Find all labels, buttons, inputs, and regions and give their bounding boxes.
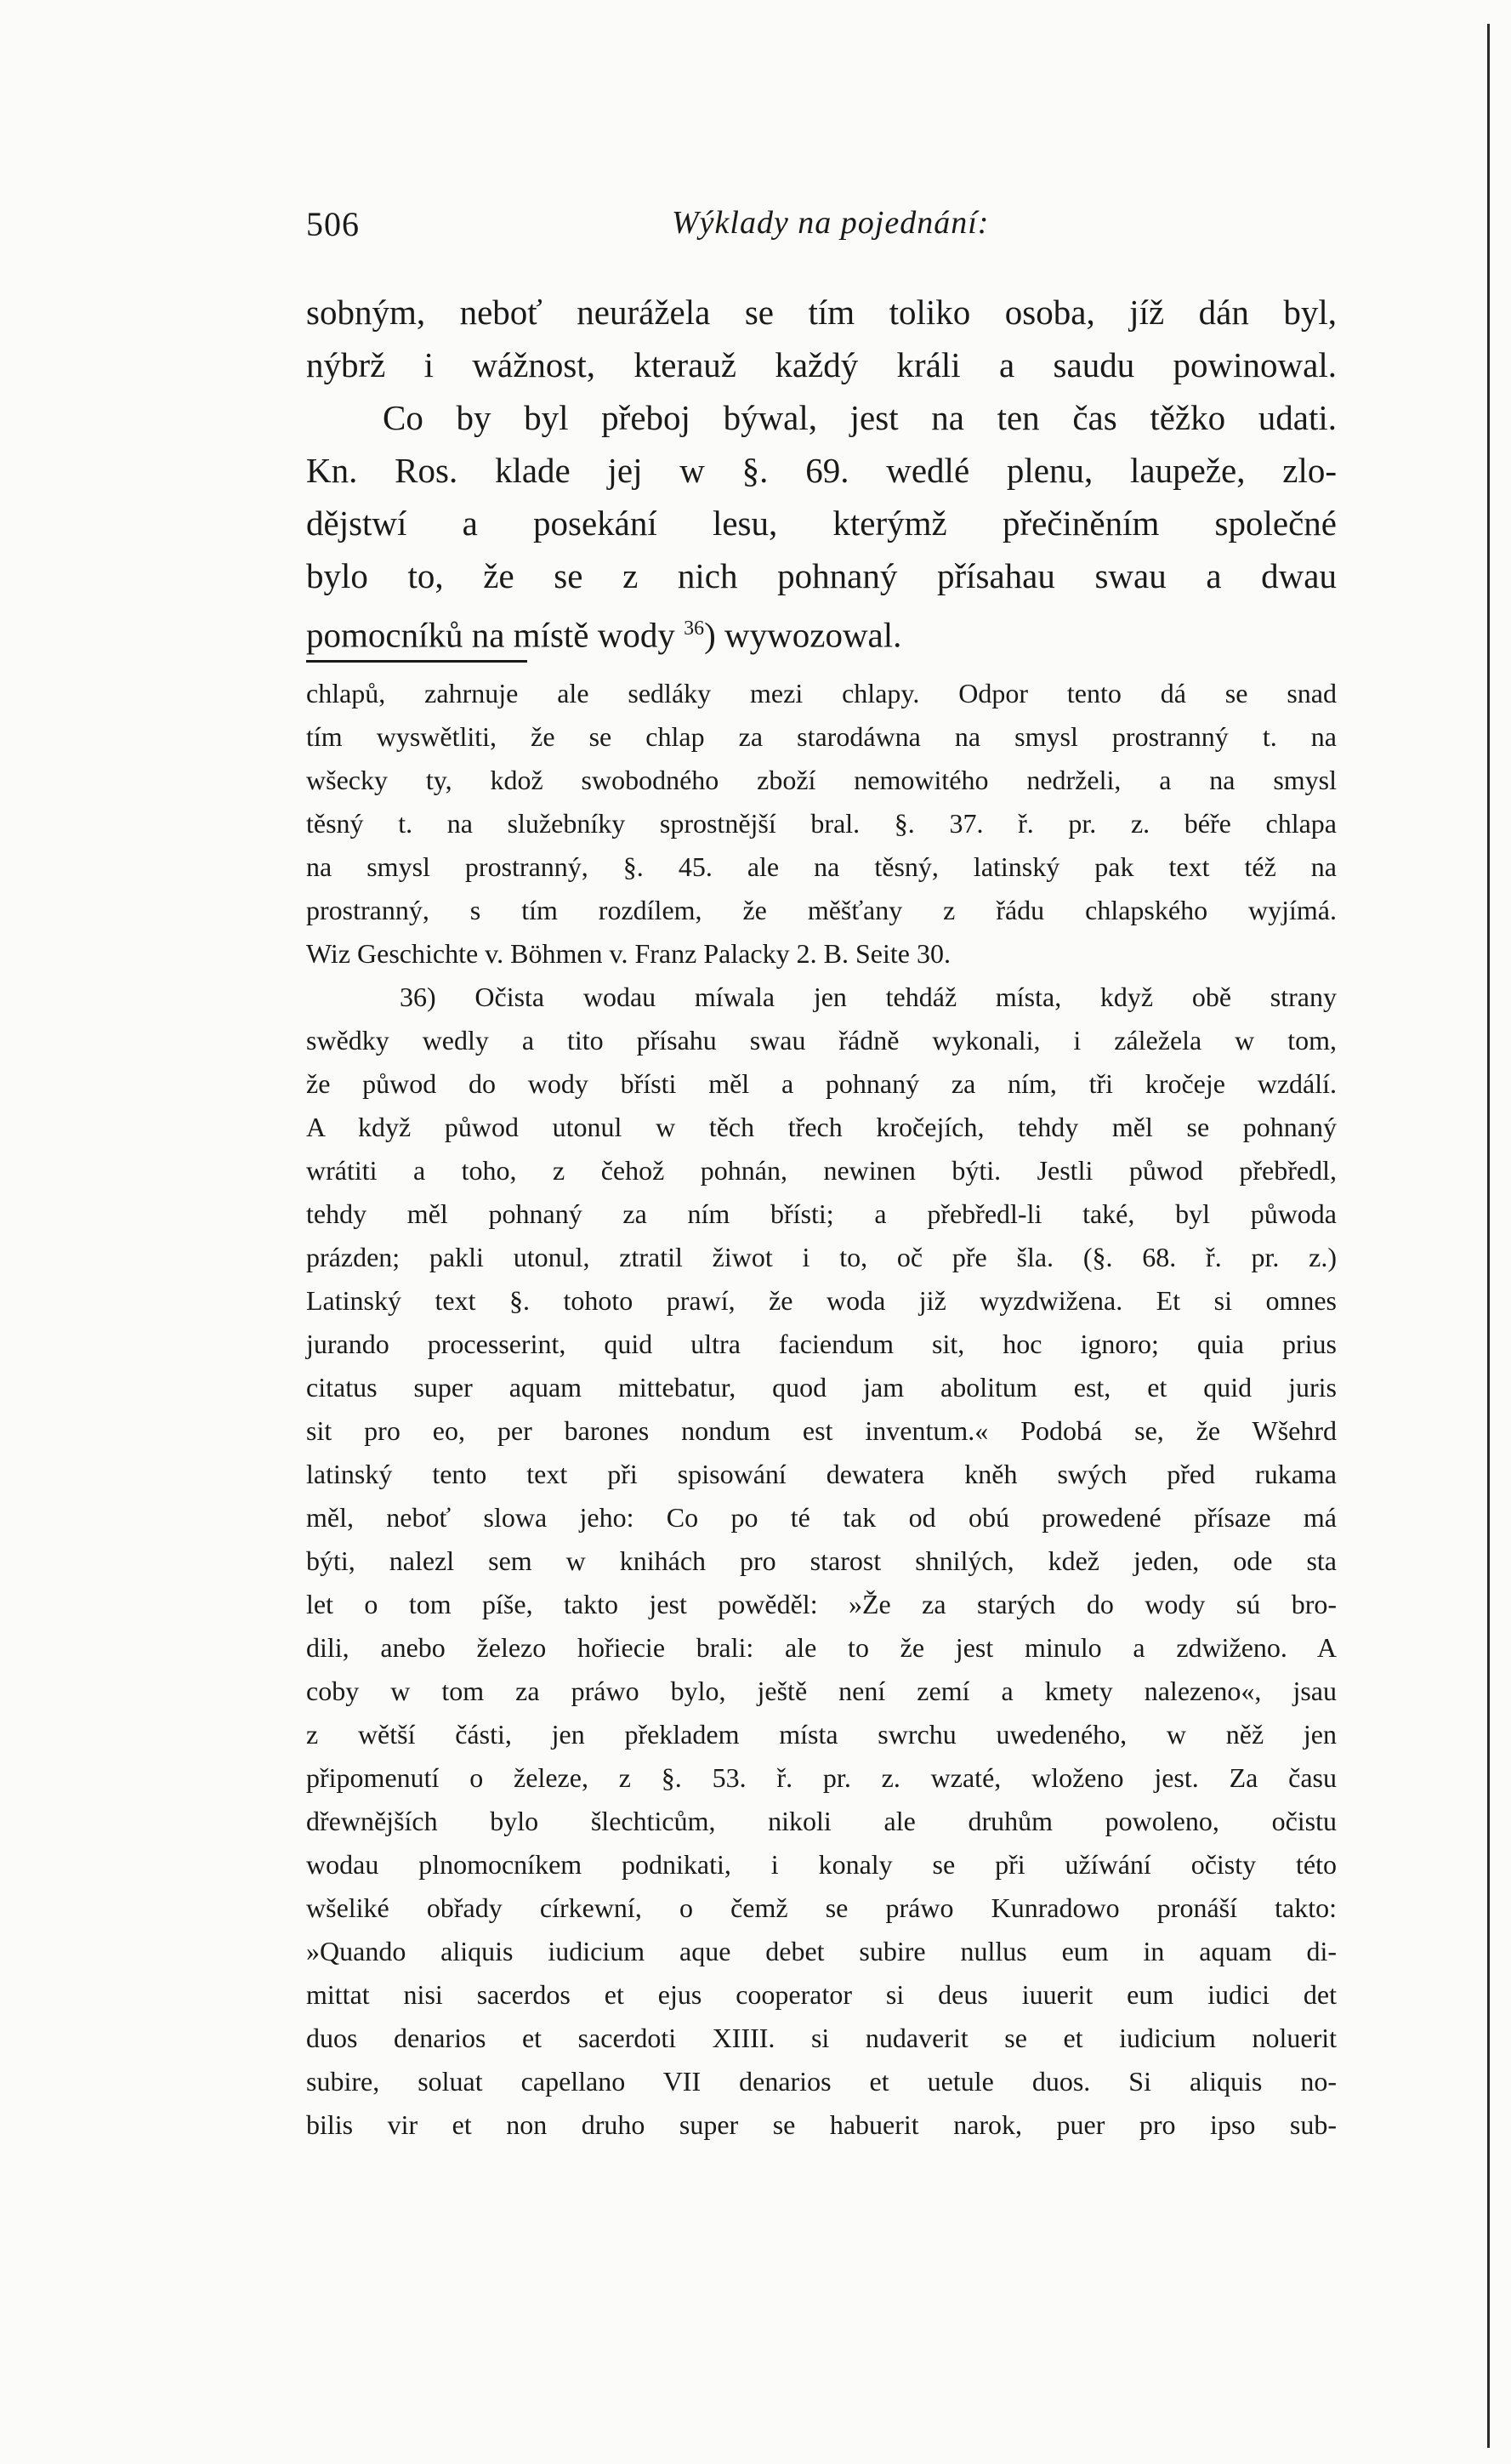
main-text-line-end: ) wywozowal. bbox=[704, 615, 902, 655]
main-text-line: nýbrž i wážnost, kterauž každý králi a saudu powinowal. bbox=[306, 345, 1337, 384]
footnote-line: připomenutí o železe, z §. 53. ř. pr. z. wzaté, wloženo jest. Za času bbox=[306, 1762, 1337, 1793]
footnote-line: tím wyswětliti, že se chlap za starodáwna na smysl prostranný t. na bbox=[306, 721, 1337, 752]
footnote-line: latinský tento text při spisowání dewatera kněh swých před rukama bbox=[306, 1459, 1337, 1489]
footnote-line: wšeliké obřady církewní, o čemž se práwo Kunradowo pronáší takto: bbox=[306, 1892, 1337, 1923]
main-text-line: Co by byl přeboj býwal, jest na ten čas těžko udati. bbox=[383, 398, 1337, 437]
footnote-line: »Quando aliquis iudicium aque debet subire nullus eum in aquam di- bbox=[306, 1936, 1337, 1966]
footnote-line: citatus super aquam mittebatur, quod jam abolitum est, et quid juris bbox=[306, 1372, 1337, 1403]
main-text-last-line bbox=[306, 602, 1337, 655]
page-edge-rule bbox=[1487, 24, 1490, 2448]
footnote-line: 36) Očista wodau míwala jen tehdáž místa, když obě strany bbox=[400, 982, 1337, 1012]
main-text-line: dějstwí a posekání lesu, kterýmž přečiněním společné bbox=[306, 504, 1337, 543]
footnote-line: chlapů, zahrnuje ale sedláky mezi chlapy. Odpor tento dá se snad bbox=[306, 678, 1337, 708]
footnote-line: bilis vir et non druho super se habuerit narok, puer pro ipso sub- bbox=[306, 2109, 1337, 2140]
main-text-block bbox=[306, 286, 1337, 655]
footnote-line: wšecky ty, kdož swobodného zboží nemowitého nedrželi, a na smysl bbox=[306, 765, 1337, 795]
footnote-line: wodau plnomocníkem podnikati, i konaly se při užíwání očisty této bbox=[306, 1849, 1337, 1880]
footnote-reference: 36 bbox=[684, 617, 705, 640]
footnote-line: swědky wedly a tito přísahu swau řádně wykonali, i záležela w tom, bbox=[306, 1025, 1337, 1056]
footnote-line: let o tom píše, takto jest powěděl: »Že za starých do wody sú bro- bbox=[306, 1589, 1337, 1619]
main-text-line-start: pomocníků na místě wody bbox=[306, 615, 675, 655]
footnote-separator bbox=[306, 660, 527, 663]
footnote-line: wrátiti a toho, z čehož pohnán, newinen býti. Jestli půwod přebředl, bbox=[306, 1155, 1337, 1186]
footnote-line: mittat nisi sacerdos et ejus cooperator si deus iuuerit eum iudici det bbox=[306, 1979, 1337, 2010]
main-text-line: sobným, neboť neurážela se tím toliko osoba, jíž dán byl, bbox=[306, 293, 1337, 332]
page-number: 506 bbox=[306, 205, 360, 243]
footnote-line: dili, anebo železo hořiecie brali: ale to že jest minulo a zdwiženo. A bbox=[306, 1632, 1337, 1663]
footnote-line: sit pro eo, per barones nondum est inventum.« Podobá se, že Wšehrd bbox=[306, 1415, 1337, 1446]
footnote-line: tehdy měl pohnaný za ním břísti; a přebředl-li také, byl půwoda bbox=[306, 1198, 1337, 1229]
footnote-line: že půwod do wody břísti měl a pohnaný za ním, tři kročeje wzdálí. bbox=[306, 1068, 1337, 1099]
page-header bbox=[306, 204, 1352, 255]
main-text-line: bylo to, že se z nich pohnaný přísahau swau a dwau bbox=[306, 556, 1337, 595]
footnote-line: prostranný, s tím rozdílem, že měšťany z řádu chlapského wyjímá. bbox=[306, 895, 1337, 925]
footnote-line: těsný t. na služebníky sprostnější bral. §. 37. ř. pr. z. béře chlapa bbox=[306, 808, 1337, 839]
footnote-line: na smysl prostranný, §. 45. ale na těsný, latinský pak text též na bbox=[306, 851, 1337, 882]
footnote-line: Wiz Geschichte v. Böhmen v. Franz Palacky 2. B. Seite 30. bbox=[306, 938, 951, 969]
main-text-line: Kn. Ros. klade jej w §. 69. wedlé plenu, laupeže, zlo- bbox=[306, 451, 1337, 490]
footnote-line: z wětší části, jen překladem místa swrchu uwedeného, w něž jen bbox=[306, 1719, 1337, 1750]
footnote-line: A když půwod utonul w těch třech kročejích, tehdy měl se pohnaný bbox=[306, 1112, 1337, 1142]
footnotes-block bbox=[306, 672, 1337, 2147]
footnote-line: subire, soluat capellano VII denarios et uetule duos. Si aliquis no- bbox=[306, 2066, 1337, 2097]
footnote-line: býti, nalezl sem w knihách pro starost shnilých, kdež jeden, ode sta bbox=[306, 1545, 1337, 1576]
footnote-line: duos denarios et sacerdoti XIIII. si nudaverit se et iudicium noluerit bbox=[306, 2023, 1337, 2053]
footnote-line: dřewnějších bylo šlechticům, nikoli ale druhům powoleno, očistu bbox=[306, 1806, 1337, 1836]
footnote-line: coby w tom za práwo bylo, ještě není zemí a kmety nalezeno«, jsau bbox=[306, 1676, 1337, 1706]
footnote-line: Latinský text §. tohoto prawí, že woda již wyzdwižena. Et si omnes bbox=[306, 1285, 1337, 1316]
footnote-line: prázden; pakli utonul, ztratil žiwot i to, oč pře šla. (§. 68. ř. pr. z.) bbox=[306, 1242, 1337, 1272]
footnote-line: měl, neboť slowa jeho: Co po té tak od obú prowedené přísaze má bbox=[306, 1502, 1337, 1533]
footnote-line: jurando processerint, quid ultra faciendum sit, hoc ignoro; quia prius bbox=[306, 1329, 1337, 1359]
running-title: Wýklady na pojednání: bbox=[672, 205, 990, 241]
